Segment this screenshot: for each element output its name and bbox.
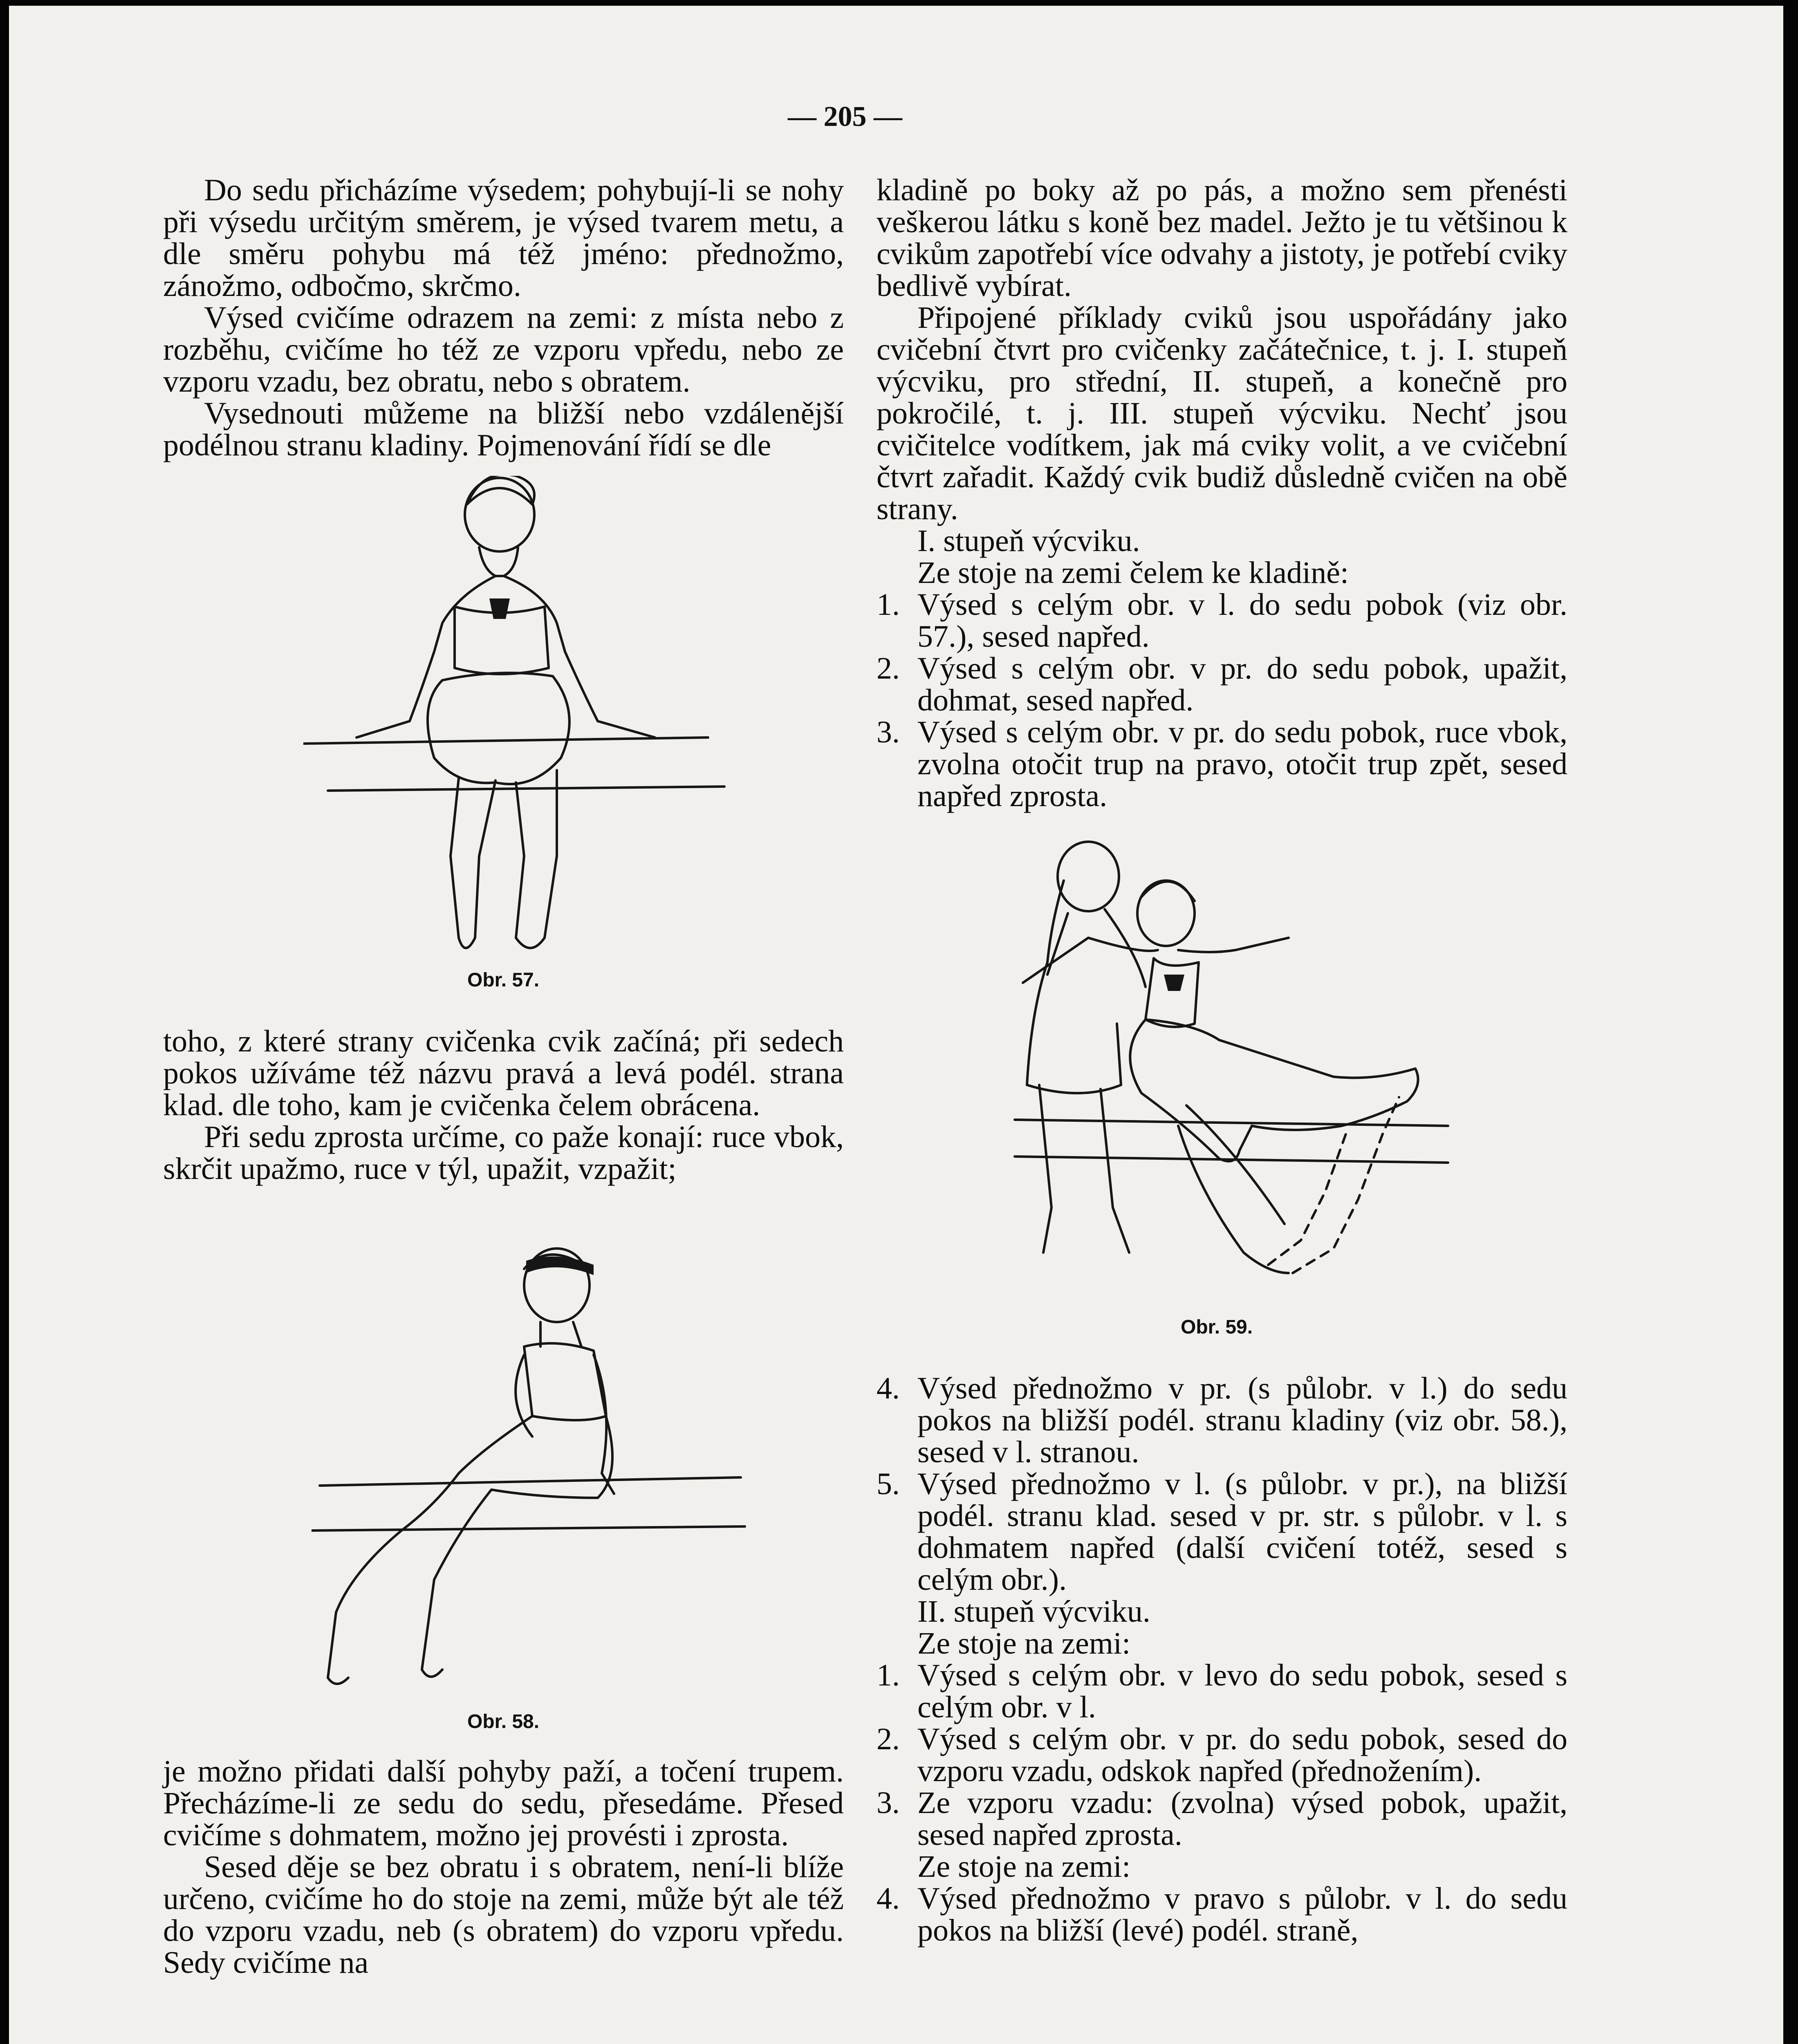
section-intro: Ze stoje na zemi: [917, 1849, 1131, 1884]
paragraph: Připojené příklady cviků jsou uspořádány jako cvičební čtvrt pro cvičenky začátečnice, t. j. I. stupeň výcviku, pro střední, II. stupeň, a konečně pro pokročilé, t. j. III. stupeň výcviku. Nechť jsou cvičitelce vodítkem, jak má cviky volit, a ve cvičební čtvrt zařadit. Každý cvik budiž důsledně cvičen na obě strany. [877, 300, 1567, 526]
item-text: Výsed přednožmo v pravo s půlobr. v l. do sedu pokos na bližší (levé) podél. straně, [917, 1881, 1567, 1948]
item-number: 3. [877, 1786, 900, 1820]
item-number: 2. [877, 1722, 900, 1756]
item-text: Výsed s celým obr. v pr. do sedu pobok, sesed do vzporu vzadu, odskok napřed (přednožením). [917, 1722, 1567, 1788]
item-number: 1. [877, 587, 900, 622]
list-item [877, 1723, 1567, 1787]
list-item [877, 652, 1567, 716]
section-intro: Ze stoje na zemi: [917, 1626, 1131, 1661]
list-item [877, 1883, 1567, 1946]
paragraph: Vysednouti můžeme na bližší nebo vzdálenější podélnou stranu kladiny. Pojmenování řídí se dle [163, 396, 844, 462]
right-column-bottom [877, 1372, 1567, 1946]
left-column-middle [163, 1025, 844, 1185]
list-item [877, 1787, 1567, 1851]
item-number: 1. [877, 1658, 900, 1692]
list-item [877, 1659, 1567, 1723]
paragraph: kladině po boky až po pás, a možno sem přenésti veškerou látku s koně bez madel. Ježto je tu většinou k cvikům zapotřebí více odvahy a jistoty, je potřebí cviky bedlivě vybírat. [877, 173, 1567, 303]
list-item [877, 1468, 1567, 1596]
paragraph: Do sedu přicházíme výsedem; pohybují-li se nohy při výsedu určitým směrem, je výsed tvarem metu, a dle směru pohybu má též jméno: přednožmo, zánožmo, odbočmo, skrčmo. [163, 173, 844, 303]
figure-59-caption: Obr. 59. [1181, 1316, 1253, 1338]
figure-59-illustration [1007, 840, 1456, 1302]
paragraph: Sesed děje se bez obratu i s obratem, není-li blíže určeno, cvičíme ho do stoje na zemi, může být ale též do vzporu vzadu, neb (s obratem) do vzporu vpředu. Sedy cvičíme na [163, 1850, 844, 1980]
item-number: 2. [877, 651, 900, 686]
figure-58-illustration [312, 1244, 753, 1690]
list-item [877, 589, 1567, 652]
left-column-top [163, 174, 844, 461]
paragraph: Při sedu zprosta určíme, co paže konají: ruce vbok, skrčit upažmo, ruce v týl, upažit, vzpažit; [163, 1120, 844, 1186]
book-page [9, 6, 1783, 2044]
page-number: — 205 — [788, 101, 902, 132]
item-text: Výsed přednožmo v l. (s půlobr. v pr.), na bližší podél. stranu klad. sesed v pr. str. s půlobr. v l. s dohmatem napřed (další cvičení totéž, sesed s celým obr.). [917, 1467, 1567, 1597]
section-heading: II. stupeň výcviku. [917, 1594, 1150, 1629]
right-column-top [877, 174, 1567, 812]
item-number: 5. [877, 1467, 900, 1501]
item-text: Ze vzporu vzadu: (zvolna) výsed pobok, upažit, sesed napřed zprosta. [917, 1786, 1567, 1852]
paragraph: je možno přidati další pohyby paží, a točení trupem. Přecházíme-li ze sedu do sedu, přesedáme. Přesed cvičíme s dohmatem, možno jej provésti i zprosta. [163, 1754, 844, 1852]
section-heading: I. stupeň výcviku. [917, 524, 1140, 558]
item-text: Výsed s celým obr. v l. do sedu pobok (viz obr. 57.), sesed napřed. [917, 587, 1567, 654]
list-item [877, 716, 1567, 812]
item-text: Výsed s celým obr. v pr. do sedu pobok, upažit, dohmat, sesed napřed. [917, 651, 1567, 717]
figure-57-caption: Obr. 57. [467, 969, 540, 991]
item-number: 3. [877, 715, 900, 749]
paragraph: toho, z které strany cvičenka cvik začíná; při sedech pokos užíváme též názvu pravá a levá podél. strana klad. dle toho, kam je cvičenka čelem obrácena. [163, 1024, 844, 1122]
list-item [877, 1372, 1567, 1468]
section-intro: Ze stoje na zemi čelem ke kladině: [917, 556, 1349, 590]
item-text: Výsed s celým obr. v pr. do sedu pobok, ruce vbok, zvolna otočit trup na pravo, otočit trup zpět, sesed napřed zprosta. [917, 715, 1567, 813]
paragraph: Výsed cvičíme odrazem na zemi: z místa nebo z rozběhu, cvičíme ho též ze vzporu vpředu, nebo ze vzporu vzadu, bez obratu, nebo s obratem. [163, 300, 844, 399]
item-number: 4. [877, 1371, 900, 1405]
figure-58-caption: Obr. 58. [467, 1711, 540, 1732]
item-number: 4. [877, 1881, 900, 1916]
item-text: Výsed s celým obr. v levo do sedu pobok, sesed s celým obr. v l. [917, 1658, 1567, 1724]
item-text: Výsed přednožmo v pr. (s půlobr. v l.) do sedu pokos na bližší podél. stranu kladiny (viz obr. 58.), sesed v l. stranou. [917, 1371, 1567, 1469]
left-column-bottom [163, 1755, 844, 1979]
figure-57-illustration [303, 476, 733, 958]
